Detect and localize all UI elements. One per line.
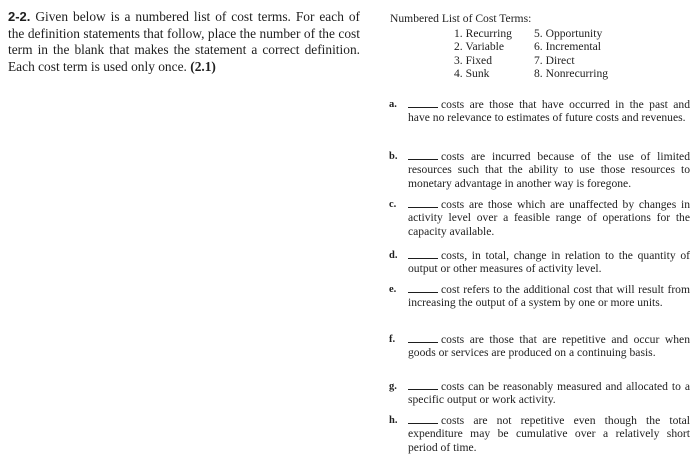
term-item: 8. Nonrecurring: [534, 67, 609, 81]
answer-blank[interactable]: [408, 249, 438, 259]
term-item: 4. Sunk: [454, 67, 490, 81]
answer-blank[interactable]: [408, 414, 438, 424]
item-text: costs are not repetitive even though the total expenditure may be cumulative over a relatively short period of time.: [408, 414, 690, 454]
section-reference: (2.1): [190, 58, 216, 74]
definition-item-g: [389, 380, 690, 407]
item-text: costs are incurred because of the use of limited resources such that the ability to use those resources to monetary advantage in another way is foregone.: [408, 150, 690, 190]
term-item: 6. Incremental: [534, 40, 601, 54]
item-letter: a.: [389, 99, 397, 110]
term-item: 7. Direct: [534, 53, 575, 67]
item-letter: d.: [389, 250, 398, 261]
item-text: costs can be reasonably measured and allocated to a specific output or work activity.: [408, 380, 690, 407]
answer-blank[interactable]: [408, 380, 438, 390]
definition-item-e: [389, 283, 690, 310]
term-item: 1. Recurring: [454, 26, 512, 40]
terms-row: [454, 40, 608, 54]
answer-blank[interactable]: [408, 198, 438, 208]
term-item: 2. Variable: [454, 40, 505, 54]
terms-row: [454, 67, 608, 81]
problem-statement: [8, 9, 360, 75]
item-text: costs are those that are repetitive and occur when goods or services are produced on a continuing basis.: [408, 333, 690, 360]
definition-item-a: [389, 98, 690, 125]
cost-terms-list: [390, 12, 690, 81]
item-letter: f.: [389, 334, 396, 345]
problem-number: 2-2.: [8, 9, 31, 24]
answer-blank[interactable]: [408, 283, 438, 293]
item-letter: b.: [389, 151, 398, 162]
item-text: cost refers to the additional cost that will result from increasing the output of a system by one or more units.: [408, 283, 690, 310]
item-text: costs are those which are unaffected by changes in activity level over a feasible range of operations for the capacity available.: [408, 198, 690, 238]
answer-blank[interactable]: [408, 150, 438, 160]
definition-item-b: [389, 150, 690, 190]
definition-item-f: [389, 333, 690, 360]
definition-item-c: [389, 198, 690, 238]
term-item: 5. Opportunity: [534, 26, 603, 40]
item-letter: e.: [389, 284, 397, 295]
terms-row: [454, 27, 608, 41]
term-item: 3. Fixed: [454, 53, 493, 67]
answer-blank[interactable]: [408, 98, 438, 108]
item-letter: c.: [389, 199, 397, 210]
problem-text: Given below is a numbered list of cost terms. For each of the definition statements that follow, place the number of the cost term in the blank that makes the statement a correct definition. Each cost term is used only once.: [8, 9, 360, 74]
item-letter: h.: [389, 415, 398, 426]
terms-table: [454, 27, 608, 81]
answer-blank[interactable]: [408, 333, 438, 343]
item-letter: g.: [389, 381, 397, 392]
definition-item-h: [389, 414, 690, 454]
item-text: costs are those that have occurred in the past and have no relevance to estimates of future costs and revenues.: [408, 98, 690, 125]
terms-row: [454, 54, 608, 68]
terms-list-title: Numbered List of Cost Terms:: [390, 12, 532, 25]
definition-item-d: [389, 249, 690, 276]
item-text: costs, in total, change in relation to the quantity of output or other measures of activity level.: [408, 249, 690, 276]
